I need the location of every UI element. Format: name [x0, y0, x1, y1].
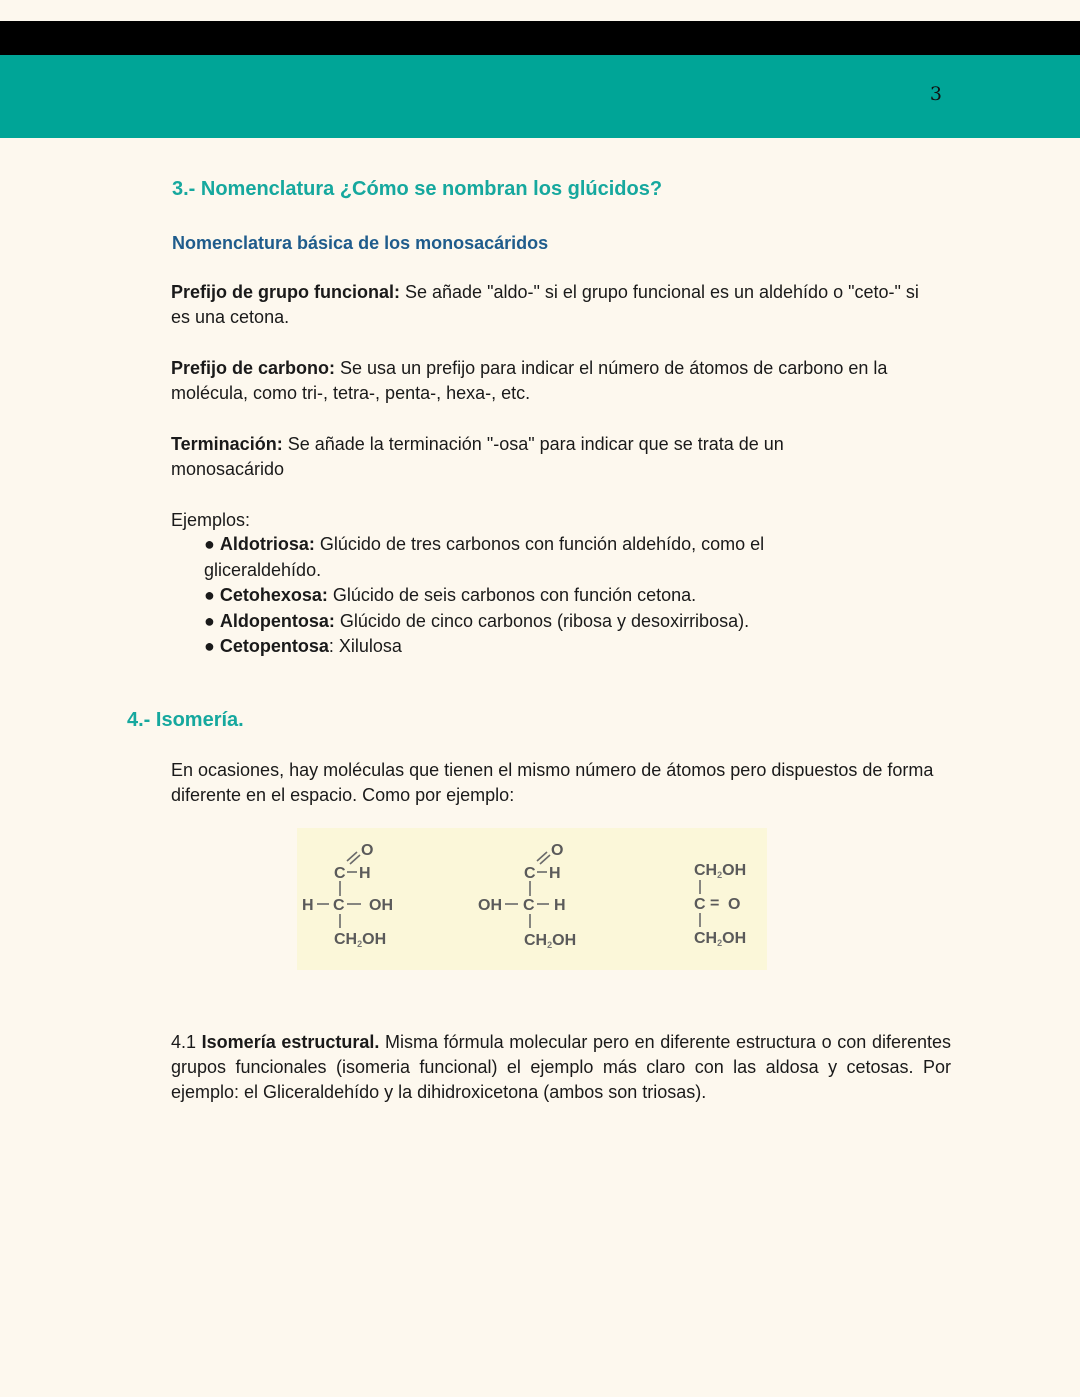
ch-text: CH [694, 862, 718, 879]
oxygen-label: O [361, 842, 374, 859]
oh-text: OH [722, 862, 747, 879]
molecule-glyceraldehyde-d [302, 842, 393, 949]
substituent-left: OH [478, 897, 502, 914]
ch2oh-label [334, 931, 386, 949]
ejemplo-term: Aldotriosa: [219, 534, 315, 554]
prefijo-grupo-paragraph [171, 280, 931, 330]
hydrogen-label: H [549, 865, 561, 882]
molecule-glyceraldehyde-l [478, 842, 576, 950]
ejemplo-text: Glúcido de tres carbonos con función aldehído, como el gliceraldehído. [204, 534, 765, 580]
ejemplo-text: : Xilulosa [328, 636, 402, 656]
isomeria-intro: En ocasiones, hay moléculas que tienen el mismo número de átomos pero dispuestos de forma diferente en el espacio. Como por ejemplo: [171, 760, 934, 805]
substituent-right: OH [369, 897, 393, 914]
prefijo-carbono-label: Prefijo de carbono: [171, 358, 336, 378]
subscript: 2 [547, 940, 553, 950]
ejemplos-list [204, 532, 844, 660]
page-number: 3 [929, 83, 942, 105]
oxygen-label: O [551, 842, 564, 859]
terminacion-label: Terminación: [171, 434, 283, 454]
double-bond-sign: = [710, 895, 720, 912]
ch-text: CH [694, 930, 718, 947]
bullet: ● [204, 585, 215, 605]
ejemplo-term: Aldopentosa: [219, 610, 335, 631]
list-item [204, 609, 844, 635]
ch2oh-label [694, 862, 746, 880]
ch2oh-label [694, 930, 746, 948]
carbon-label: C [524, 865, 536, 882]
carbon-label: C [333, 897, 345, 914]
subscript: 2 [357, 939, 363, 949]
prefijo-carbono-text: Se usa un prefijo para indicar el número de átomos de carbono en la molécula, como tri-, tetra-, penta-, hexa-, etc. [171, 358, 888, 403]
oh-text: OH [722, 930, 747, 947]
terminacion-paragraph [171, 432, 871, 482]
isomeria-estructural-paragraph [171, 1030, 951, 1105]
oh-text: OH [552, 932, 577, 949]
header-band [0, 55, 1080, 138]
bullet: ● [204, 534, 215, 554]
ejemplo-term: Cetohexosa: [219, 585, 328, 605]
subscript: 2 [717, 870, 723, 880]
section3-subtitle: Nomenclatura básica de los monosacáridos [172, 233, 549, 253]
subscript: 2 [717, 938, 723, 948]
section4-title: 4.- Isomería. [127, 709, 244, 731]
list-item [204, 532, 844, 583]
ch-text: CH [524, 932, 548, 949]
carbon-label: C [523, 897, 535, 914]
ch-text: CH [334, 931, 358, 948]
top-black-band [0, 21, 1080, 55]
list-item [204, 583, 844, 609]
ejemplo-term: Cetopentosa [219, 636, 329, 656]
list-item [204, 634, 844, 660]
prefijo-carbono-paragraph [171, 356, 961, 406]
ejemplo-text: Glúcido de seis carbonos con función cetona. [327, 585, 697, 605]
bullet: ● [204, 610, 215, 631]
section-number: 4.1 [171, 1032, 197, 1052]
molecule-diagrams [297, 828, 767, 970]
substituent-right: H [554, 897, 566, 914]
oh-text: OH [362, 931, 387, 948]
oxygen-label: O [728, 896, 741, 913]
bullet: ● [204, 636, 215, 656]
ch2oh-label [524, 932, 576, 950]
molecule-dihydroxyacetone [694, 862, 746, 948]
prefijo-grupo-label: Prefijo de grupo funcional: [171, 282, 400, 302]
carbon-label: C [334, 865, 346, 882]
section3-title: 3.- Nomenclatura ¿Cómo se nombran los glúcidos? [172, 178, 663, 200]
terminacion-text: Se añade la terminación "-osa" para indicar que se trata de un monosacárido [171, 434, 784, 479]
substituent-left: H [302, 897, 314, 914]
hydrogen-label: H [359, 865, 371, 882]
isomer-structures-figure [297, 828, 767, 970]
isomeria-estructural-label: Isomería estructural. [201, 1032, 380, 1052]
carbon-label: C [694, 896, 706, 913]
prefijo-grupo-text: Se añade "aldo-" si el grupo funcional es un aldehído o "ceto-" si es una cetona. [171, 282, 919, 327]
ejemplo-text: Glúcido de cinco carbonos (ribosa y desoxirribosa). [334, 610, 750, 631]
ejemplos-label: Ejemplos: [171, 510, 251, 530]
isomeria-estructural-text: Misma fórmula molecular pero en diferente estructura o con diferentes grupos funcionales (isomeria funcional) el ejemplo más claro con las aldosa y cetosas. Por ejemplo: el Gliceraldehído y la dihidroxicetona (ambos son triosas). [171, 1032, 951, 1102]
